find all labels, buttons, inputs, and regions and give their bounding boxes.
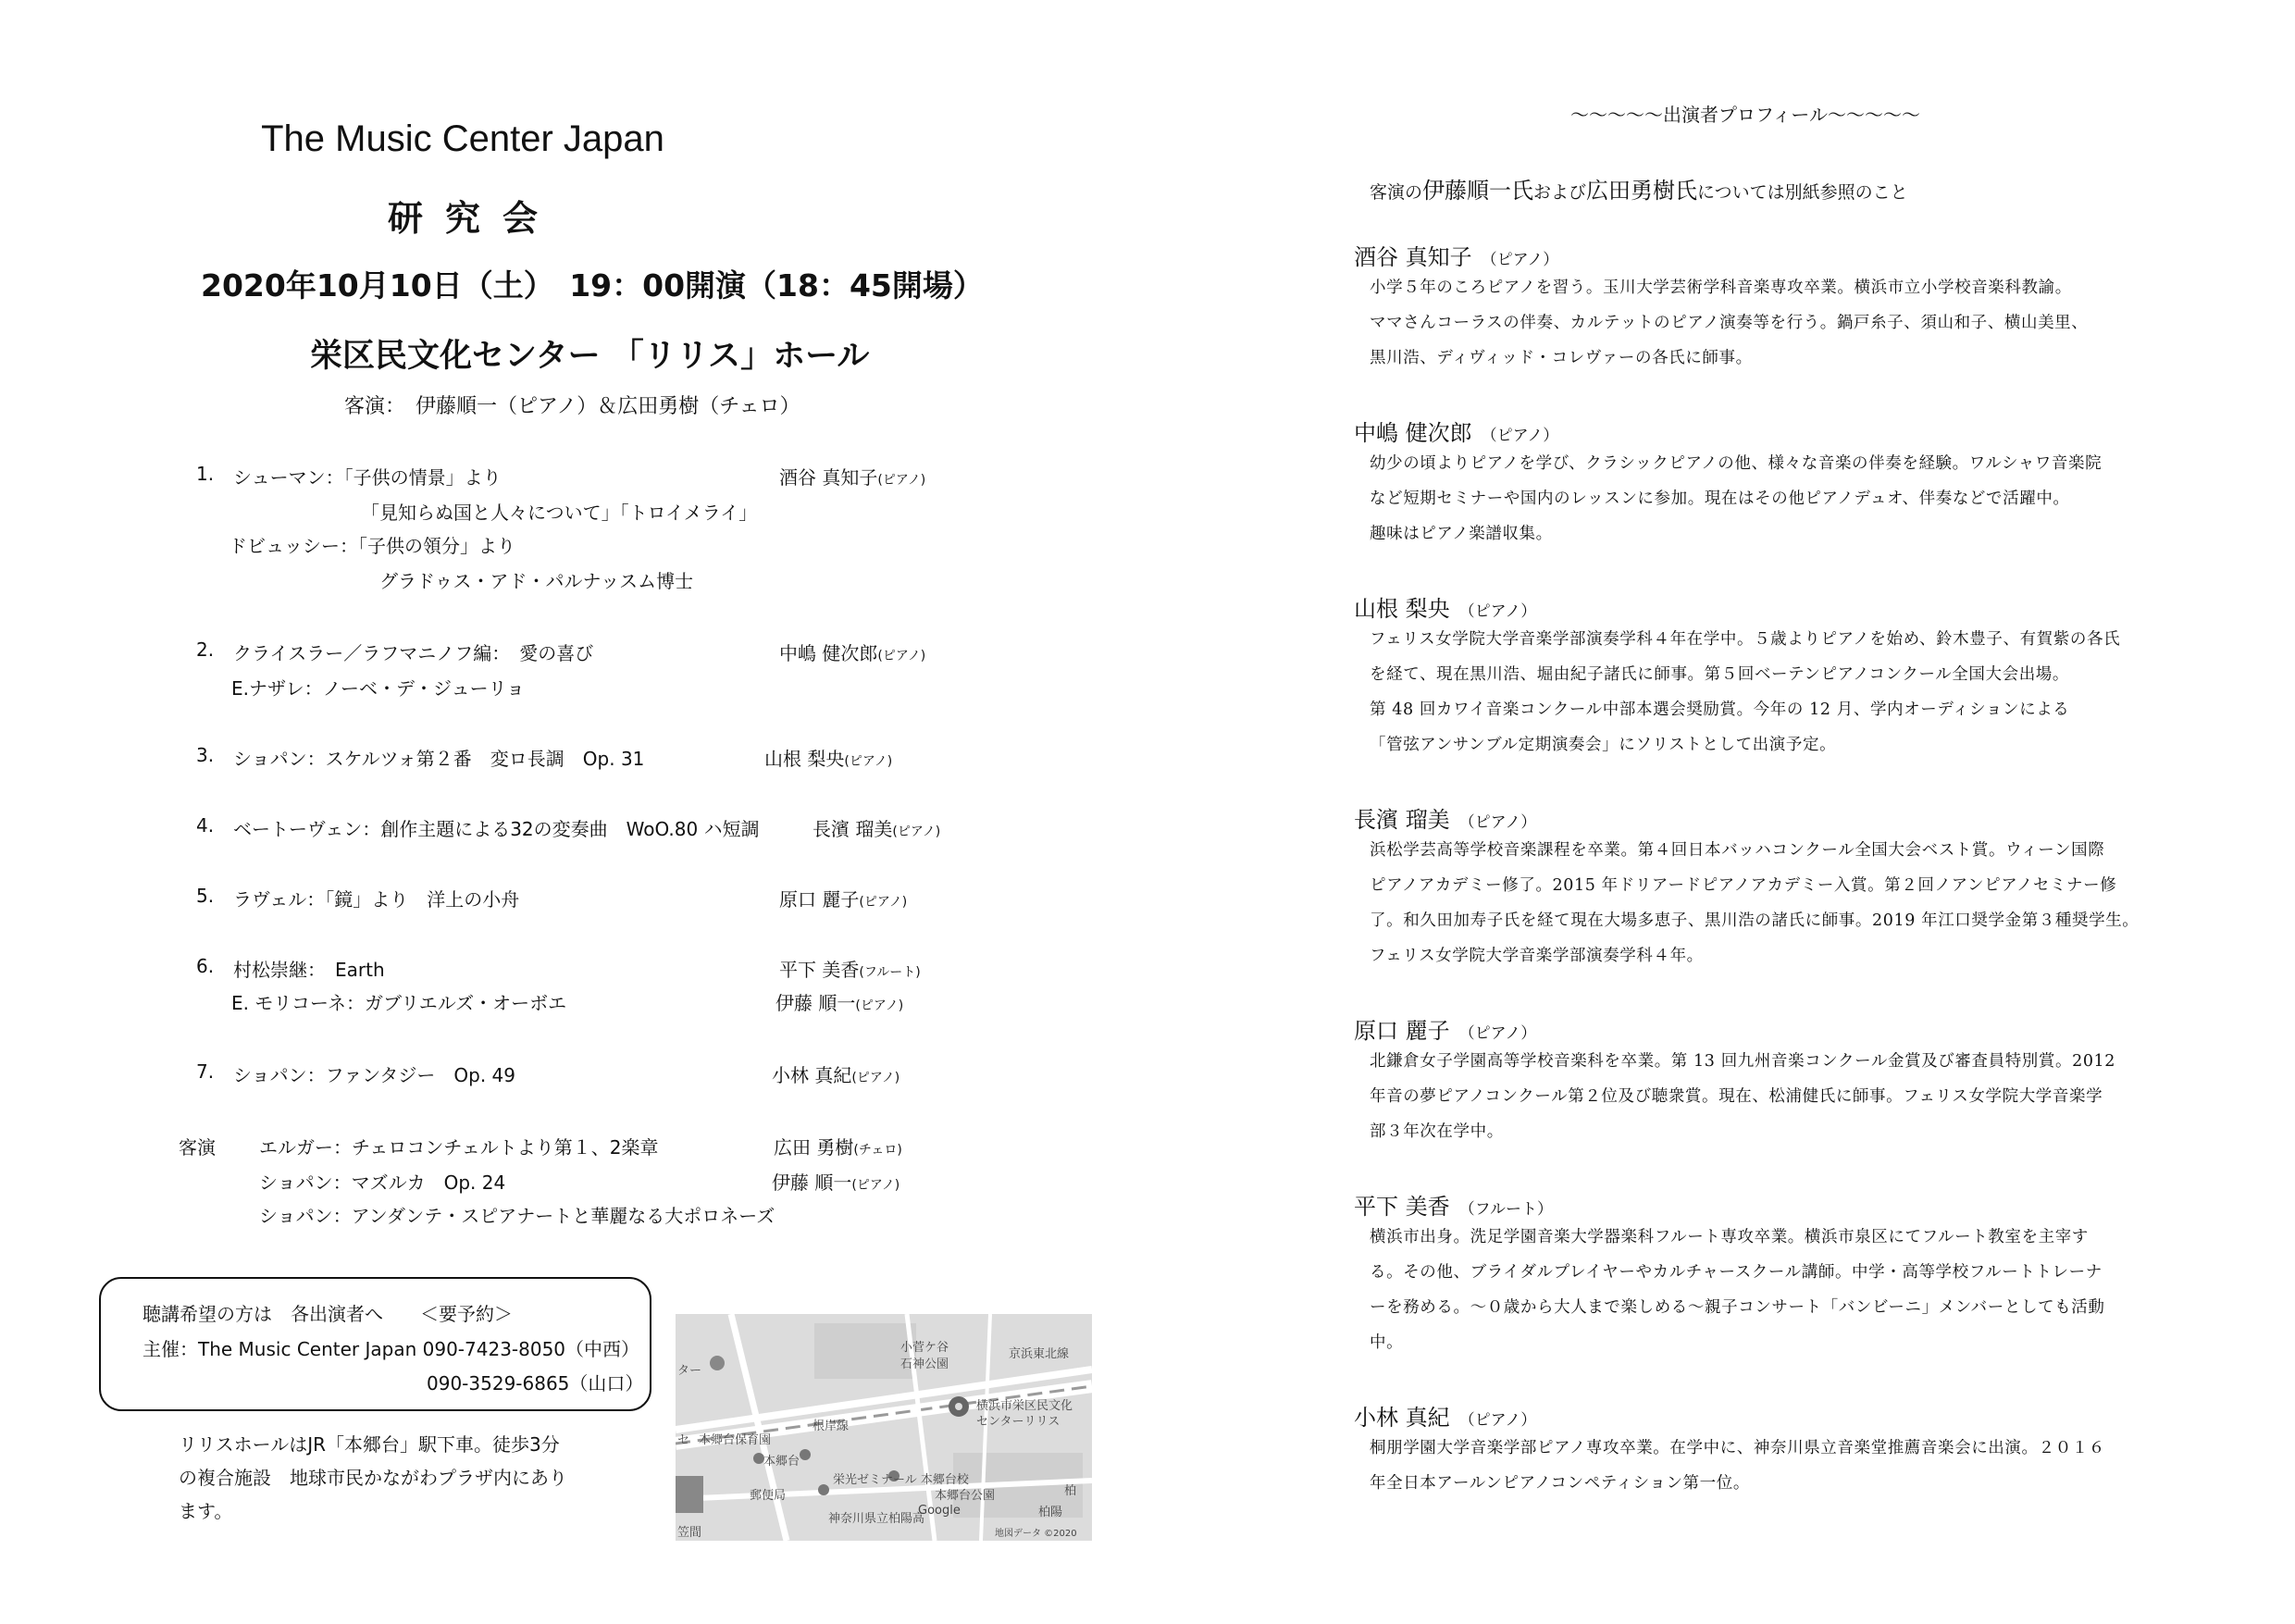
access-info — [179, 1428, 614, 1528]
profile-text: ーを務める。～０歳から大人まで楽しめる～親子コンサート「バンビーニ」メンバーとしても活動 — [1370, 1298, 2105, 1317]
profile-instrument: （ピアノ） — [1458, 1411, 1537, 1430]
profile-text: る。その他、ブライダルプレイヤーやカルチャースクール講師。中学・高等学校フルートトレーナ — [1370, 1263, 2103, 1282]
profile-text: フェリス女学院大学音楽学部演奏学科４年在学中。５歳よりピアノを始め、鈴木豊子、有賀紫の各氏 — [1370, 630, 2121, 649]
access-line: ます。 — [179, 1500, 233, 1522]
performer-instrument: (ピアノ) — [851, 1071, 900, 1085]
profile-text: 横浜市出身。洗足学園音楽大学器楽科フルート専攻卒業。横浜市泉区にてフルート教室を主宰す — [1370, 1228, 2089, 1246]
performer-instrument: (フルート) — [859, 965, 921, 980]
access-line: の複合施設 地球市民かながわプラザ内にあり — [179, 1467, 567, 1489]
performer-instrument: (ピアノ) — [844, 754, 893, 769]
profile-text: 「管弦アンサンブル定期演奏会」にソリストとして出演予定。 — [1370, 736, 1837, 754]
program-performer: 小林 真紀(ピアノ) — [772, 1064, 900, 1086]
program-number: 2. — [196, 638, 215, 661]
map-label: ター — [677, 1364, 702, 1378]
profile-text: 第 48 回カワイ音楽コンクール中部本選会奨励賞。今年の 12 月、学内オーディションによる — [1370, 700, 2070, 719]
performer-instrument: (ピアノ) — [851, 1178, 900, 1193]
profile-instrument: （ピアノ） — [1481, 427, 1559, 445]
program-performer: 酒谷 真知子(ピアノ) — [779, 466, 926, 489]
map-label: セ — [677, 1433, 690, 1447]
profile-text: 了。和久田加寿子氏を経て現在大場多恵子、黒川浩の諸氏に師事。2019 年江口奨学金第３種奨学生。 — [1370, 911, 2140, 930]
profile-instrument: （ピアノ） — [1458, 813, 1537, 832]
program-number: 5. — [196, 885, 215, 907]
profiles-note: 客演の伊藤順一氏および広田勇樹氏については別紙参照のこと — [1370, 178, 1908, 204]
program-piece: ショパン：ファンタジー Op. 49 — [233, 1064, 516, 1086]
profile-instrument: （ピアノ） — [1458, 602, 1537, 621]
program-number: 3. — [196, 744, 215, 766]
map-label: 小菅ケ谷 — [900, 1341, 949, 1355]
program-piece: グラドゥス・アド・パルナッスム博士 — [379, 570, 694, 592]
profile-text: 趣味はピアノ楽譜収集。 — [1370, 525, 1553, 543]
profile-text: 年音の夢ピアノコンクール第２位及び聴衆賞。現在、松浦健氏に師事。フェリス女学院大学音楽学 — [1370, 1087, 2103, 1106]
performer-instrument: (ピアノ) — [859, 895, 908, 910]
map-label: 横浜市栄区民文化 — [976, 1399, 1073, 1413]
profile-instrument: （ピアノ） — [1481, 251, 1559, 269]
profile-text: 中。 — [1370, 1333, 1404, 1352]
program-number: 4. — [196, 814, 215, 837]
profile-text: フェリス女学院大学音楽学部演奏学科４年。 — [1370, 947, 1704, 965]
profile-text: を経て、現在黒川浩、堀由紀子諸氏に師事。第５回ベーテンピアノコンクール全国大会出場。 — [1370, 665, 2069, 684]
profile-name: 小林 真紀 （ピアノ） — [1354, 1405, 1537, 1431]
access-line: リリスホールはJR「本郷台」駅下車。徒歩3分 — [179, 1433, 560, 1456]
guest-piece: ショパン：アンダンテ・スピアナートと華麗なる大ポロネーズ — [259, 1205, 775, 1227]
program-performer: 中嶋 健次郎(ピアノ) — [779, 642, 926, 664]
performer-instrument: (ピアノ) — [855, 998, 904, 1013]
profile-text: 部３年次在学中。 — [1370, 1122, 1504, 1141]
map-label: センターリリス — [976, 1415, 1061, 1429]
contact-line: 聴講希望の方は 各出演者へ ＜要予約＞ — [143, 1303, 513, 1325]
map-label: 本郷台保育園 — [699, 1433, 772, 1447]
guest-performer: 広田 勇樹(チェロ) — [774, 1136, 902, 1159]
performer-instrument: (ピアノ) — [877, 649, 926, 663]
profile-text: 浜松学芸高等学校音楽課程を卒業。第４回日本バッハコンクール全国大会ベスト賞。ウィーン国際 — [1370, 841, 2105, 860]
event-subtitle: 研究会 — [387, 198, 560, 239]
profile-text: ママさんコーラスの伴奏、カルテットのピアノ演奏等を行う。鍋戸糸子、須山和子、横山美里、 — [1370, 314, 2089, 332]
profile-text: 桐朋学園大学音楽学部ピアノ専攻卒業。在学中に、神奈川県立音楽堂推薦音楽会に出演。２０１６ — [1370, 1439, 2105, 1457]
contact-line: 090-3529-6865（山口） — [427, 1372, 644, 1395]
profile-name: 長濱 瑠美 （ピアノ） — [1354, 807, 1537, 833]
program-piece: E.ナザレ：ノーベ・デ・ジューリョ — [231, 677, 525, 700]
performer-instrument: (ピアノ) — [877, 473, 926, 488]
map-label: 栄光ゼミナール 本郷台校 — [833, 1473, 969, 1487]
program-piece: ラヴェル：「鏡」より 洋上の小舟 — [233, 888, 520, 911]
performer-instrument: (ピアノ) — [892, 824, 941, 839]
program-performer: 山根 梨央(ピアノ) — [764, 748, 893, 770]
guest-program-label: 客演 — [179, 1136, 216, 1159]
map-label: 郵便局 — [750, 1489, 787, 1503]
guest-piece: ショパン：マズルカ Op. 24 — [259, 1172, 506, 1194]
program-piece: ショパン：スケルツォ第２番 変ロ長調 Op. 31 — [233, 748, 645, 770]
event-date: 2020年10月10日（土） 19：00開演（18：45開場） — [201, 267, 984, 304]
profile-name: 中嶋 健次郎 （ピアノ） — [1354, 420, 1559, 446]
map-label: 柏陽 — [1038, 1506, 1063, 1519]
program-performer: 平下 美香(フルート) — [779, 959, 921, 981]
map-label: 本郷台公園 — [935, 1489, 996, 1503]
profile-name: 原口 麗子 （ピアノ） — [1354, 1018, 1537, 1044]
event-title: The Music Center Japan — [261, 118, 664, 159]
profile-instrument: （フルート） — [1458, 1200, 1553, 1219]
profile-text: など短期セミナーや国内のレッスンに参加。現在はその他ピアノデュオ、伴奏などで活躍中。 — [1370, 490, 2070, 508]
program-piece: E. モリコーネ：ガブリエルズ・オーボエ — [231, 992, 567, 1014]
profile-text: 幼少の頃よりピアノを学び、クラシックピアノの他、様々な音楽の伴奏を経験。ワルシャワ音楽院 — [1370, 454, 2103, 473]
event-venue: 栄区民文化センター 「リリス」ホール — [310, 338, 870, 375]
program-performer: 長濱 瑠美(ピアノ) — [813, 818, 941, 840]
guest-performer: 伊藤 順一(ピアノ) — [772, 1172, 900, 1194]
access-map — [676, 1314, 1092, 1541]
map-label: 根岸線 — [813, 1419, 850, 1433]
program-piece: 村松崇継： Earth — [233, 959, 385, 981]
contact-line: 主催：The Music Center Japan 090-7423-8050（中西） — [143, 1338, 640, 1360]
program-performer: 伊藤 順一(ピアノ) — [775, 992, 904, 1014]
profile-instrument: （ピアノ） — [1458, 1024, 1537, 1043]
map-label: Google — [918, 1504, 961, 1518]
profile-text: ピアノアカデミー修了。2015 年ドリアードピアノアカデミー入賞。第２回ノアンピアノセミナー修 — [1370, 876, 2117, 895]
program-piece: シューマン：「子供の情景」より — [233, 466, 502, 489]
program-piece: ベートーヴェン：創作主題による32の変奏曲 WoO.80 ハ短調 — [233, 818, 760, 840]
guest-piece: エルガー：チェロコンチェルトより第１、2楽章 — [259, 1136, 659, 1159]
event-guest: 客演： 伊藤順一（ピアノ）＆広田勇樹（チェロ） — [344, 395, 800, 418]
profile-name: 酒谷 真知子 （ピアノ） — [1354, 244, 1559, 270]
program-piece: クライスラー／ラフマニノフ編： 愛の喜び — [233, 642, 594, 664]
program-piece: ドビュッシー：「子供の領分」より — [229, 535, 515, 557]
performer-instrument: (チェロ) — [853, 1143, 902, 1158]
map-label: 京浜東北線 — [1009, 1347, 1070, 1361]
profile-name: 山根 梨央 （ピアノ） — [1354, 596, 1537, 622]
program-number: 7. — [196, 1060, 215, 1083]
profiles-header: ～～～～～出演者プロフィール～～～～～ — [1570, 104, 1920, 126]
program-number: 1. — [196, 463, 215, 485]
profile-text: 北鎌倉女子学園高等学校音楽科を卒業。第 13 回九州音楽コンクール金賞及び審査員特別賞。2012 — [1370, 1052, 2116, 1071]
map-label: 笠間 — [677, 1526, 702, 1540]
profile-text: 年全日本アールンピアノコンペティション第一位。 — [1370, 1474, 1750, 1493]
program-piece: 「見知らぬ国と人々について」「トロイメライ」 — [361, 502, 758, 524]
contact-box — [99, 1277, 651, 1411]
profile-text: 黒川浩、ディヴィッド・コレヴァーの各氏に師事。 — [1370, 349, 1753, 367]
map-label: 本郷台 — [763, 1455, 800, 1469]
map-label: 神奈川県立柏陽高 — [828, 1512, 925, 1526]
map-label: 地図データ ©2020 — [995, 1529, 1077, 1539]
program-performer: 原口 麗子(ピアノ) — [779, 888, 908, 911]
map-label: 柏 — [1064, 1484, 1077, 1498]
map-label: 石神公園 — [900, 1357, 949, 1371]
program-number: 6. — [196, 955, 215, 977]
profile-name: 平下 美香 （フルート） — [1354, 1194, 1553, 1220]
profile-text: 小学５年のころピアノを習う。玉川大学芸術学科音楽専攻卒業。横浜市立小学校音楽科教諭。 — [1370, 279, 2072, 297]
